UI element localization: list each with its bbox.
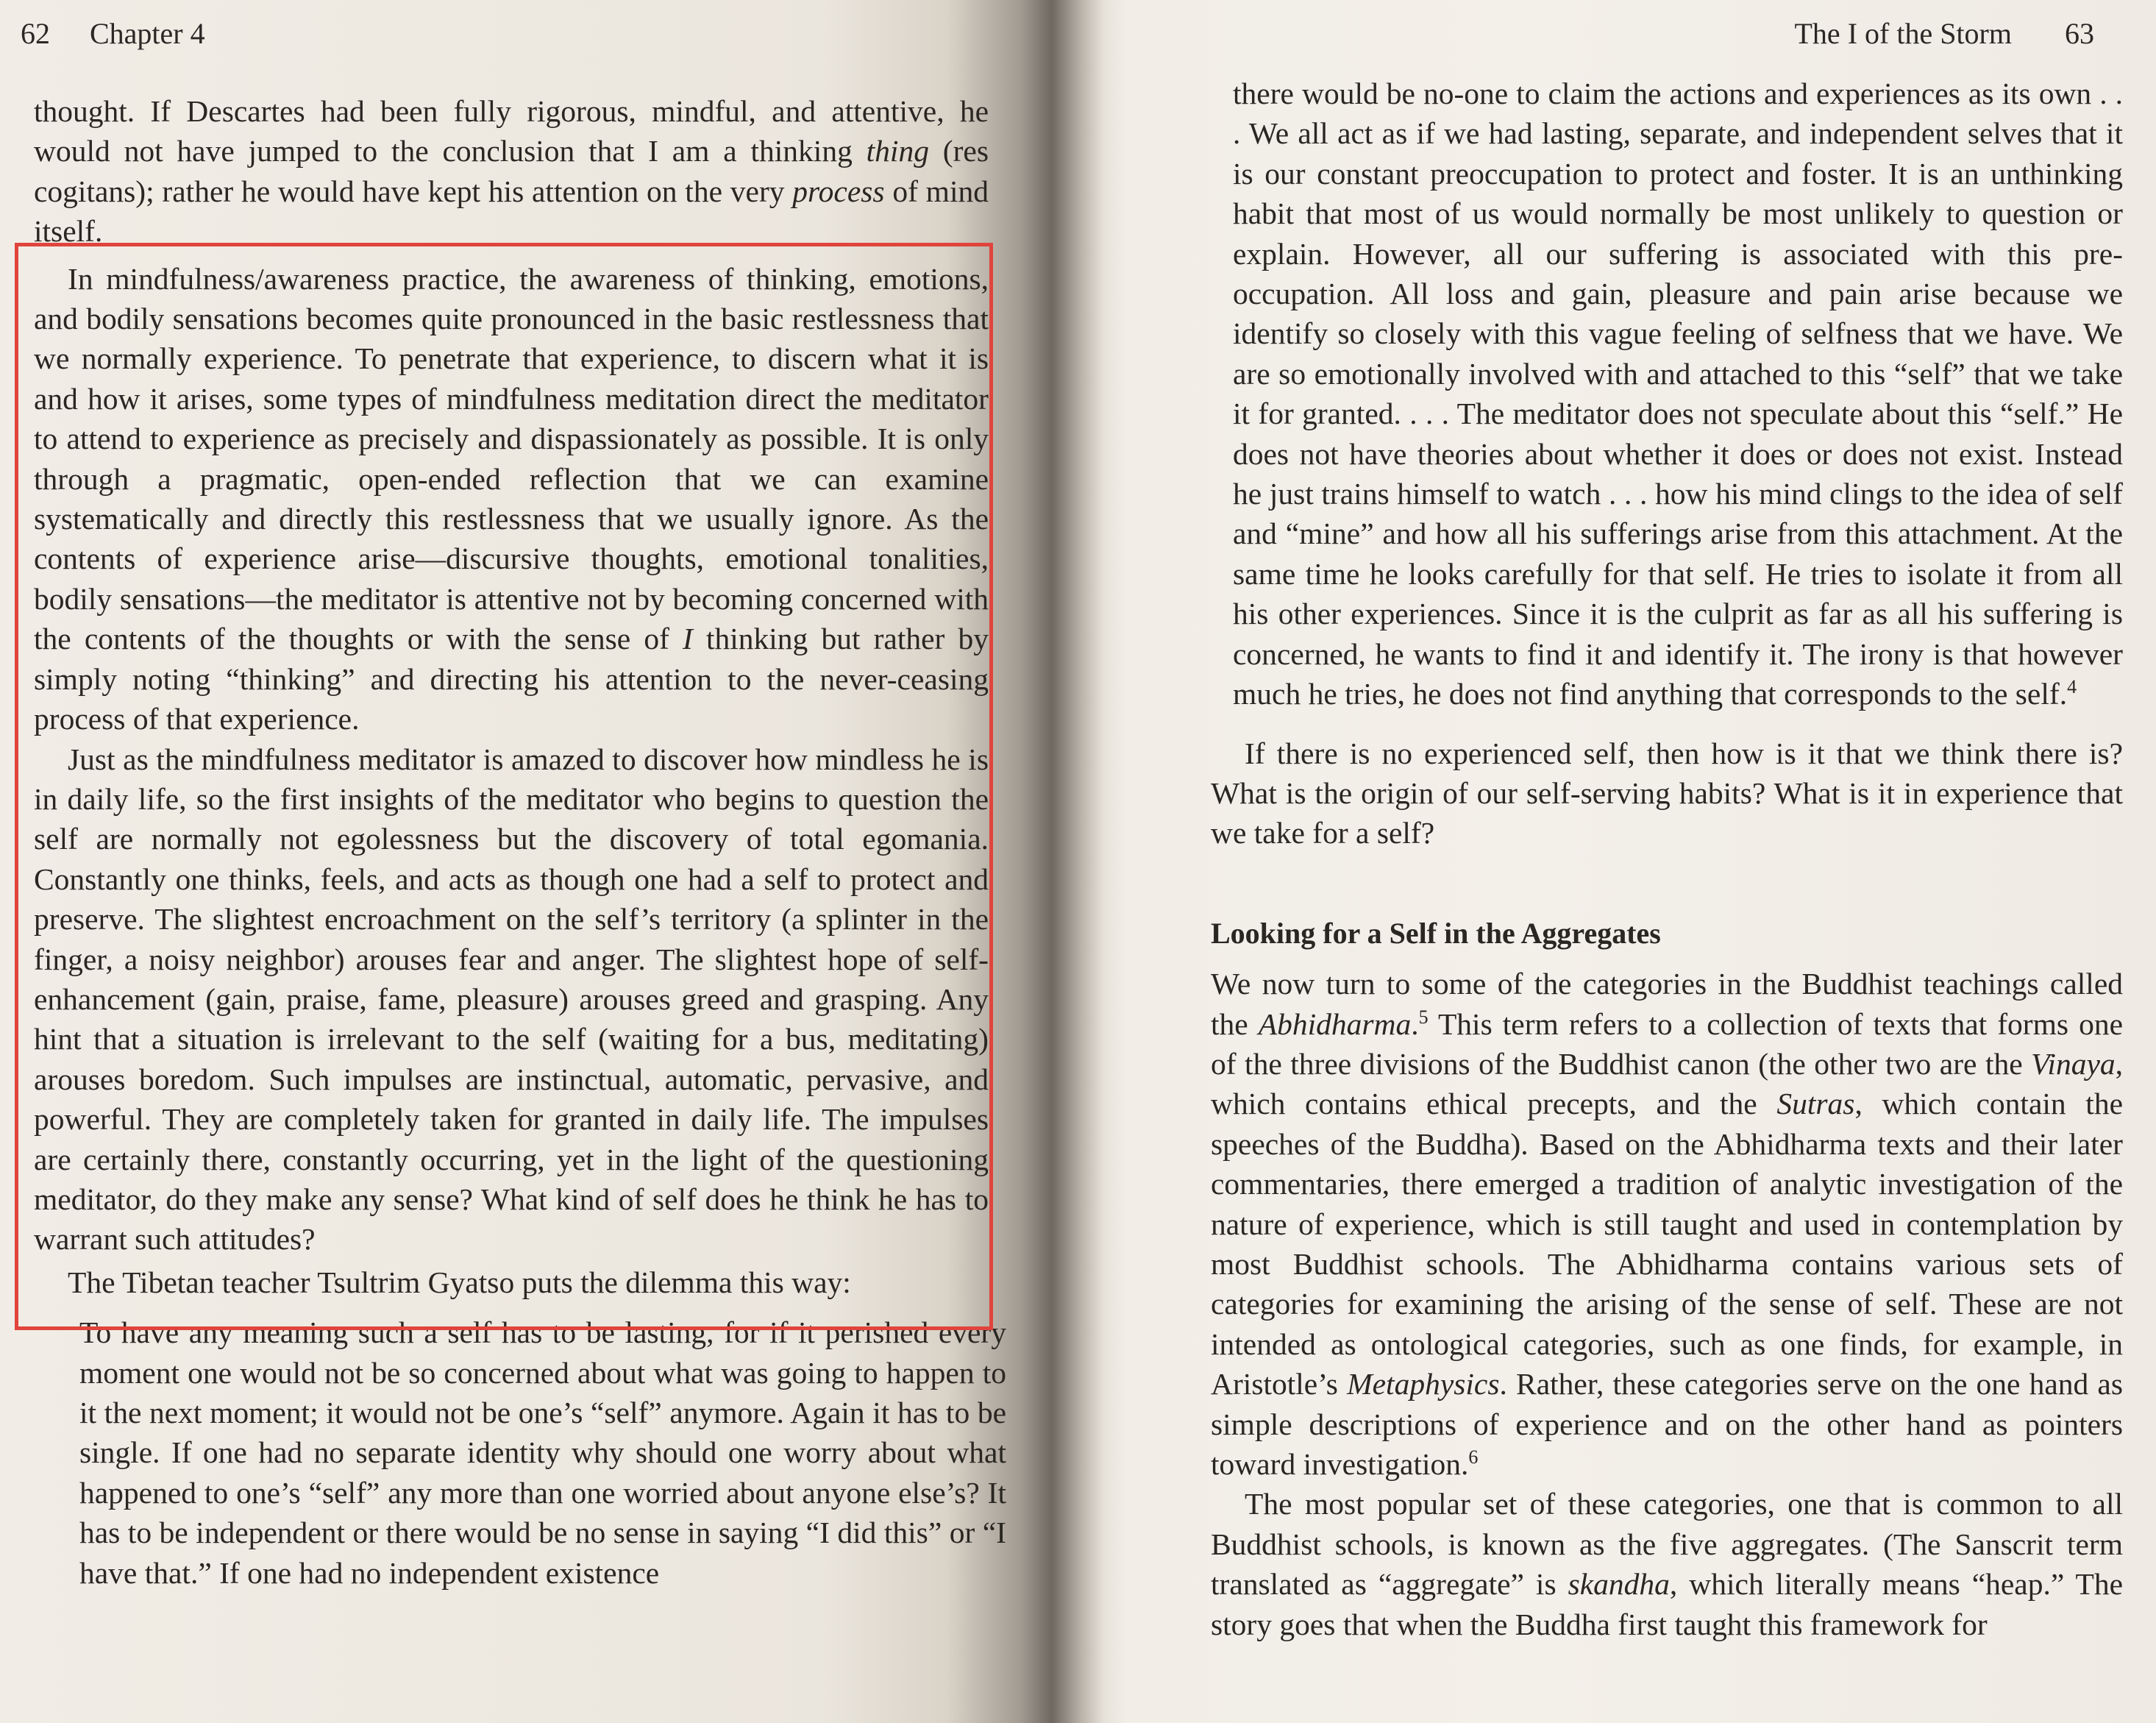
footnote-ref: 6: [1468, 1446, 1479, 1468]
highlight-box: [15, 243, 993, 1330]
right-chapter-title: The I of the Storm: [1794, 17, 2012, 50]
right-page-number: 63: [2065, 17, 2094, 50]
italic-span: I: [683, 622, 693, 656]
aggregates-paragraph-2: [1211, 1484, 2123, 1644]
italic-span: skandha: [1568, 1567, 1670, 1602]
italic-span: Sutras: [1776, 1087, 1855, 1121]
italic-span: Metaphysics: [1347, 1367, 1500, 1402]
text-span: The most popular set of these categories, one that is common to all Buddhist schools, is known as the five aggregates. (The Sanscrit term translated as “aggregate” is: [1211, 1487, 2123, 1602]
text-span: We now turn to some of the categories in the Buddhist teachings called the: [1211, 967, 2123, 1041]
text-span: . Rather, these categories serve on the one hand as simple descriptions of experience and on the other hand as pointers toward investigation.: [1211, 1367, 2123, 1481]
italic-span: thing: [866, 134, 929, 168]
right-text-block: [1211, 74, 2123, 1644]
text-span: Just as the mindfulness meditator is amazed to discover how mindless he is in daily life, so the first insights of the meditator who begins to question the self are normally not egolessness but the discovery of total egomania. Constantly one thinks, feels, and acts as though one had a self to protect and preserve. The slightest encroachment on the self’s territory (a splinter in the finger, a noisy neighbor) arouses fear and anger. The slightest hope of self-enhancement (gain, praise, fame, pleasure) arouses greed and grasping. Any hint that a situation is irrelevant to the self (waiting for a bus, meditating) arouses boredom. Such impulses are instinctual, automatic, pervasive, and powerful. They are completely taken for granted in daily life. The impulses are certainly there, constantly occurring, yet in the light of the questioning meditator, do they make any sense? What kind of self does he think he has to warrant such attitudes?: [34, 742, 989, 1257]
text-span: thinking but rather by simply noting “thinking” and directing his attention to the never-ceasing process of that experience.: [34, 622, 989, 736]
left-chapter-title: Chapter 4: [90, 17, 205, 50]
text-span: of mind itself.: [34, 174, 989, 249]
text-span: , which contains ethical precepts, and the: [1211, 1046, 2123, 1121]
footnote-ref: 5: [1418, 1006, 1429, 1028]
left-running-head: [21, 16, 205, 51]
italic-span: Abhidharma: [1258, 1006, 1412, 1041]
text-span: thought. If Descartes had been fully rigorous, mindful, and attentive, he would not have jumped to the conclusion that I am a thinking: [34, 94, 989, 168]
text-span: .: [1411, 1006, 1419, 1041]
section-heading: Looking for a Self in the Aggregates: [1211, 916, 1661, 950]
text-span: , which contain the speeches of the Buddha). Based on the Abhidharma texts and their later commentaries, there emerged a tradition of analytic investigation of the nature of experience, which is still taught and used in contemplation by most Buddhist schools. The Abhidharma contains various sets of categories for examining the arising of the sense of self. These are not intended as ontological categories, such as one finds, for example, in Aristotle’s: [1211, 1087, 2123, 1402]
text-span: there would be no-one to claim the actions and experiences as its own . . . We all act as if we had lasting, separate, and independent selves that it is our constant preoccupation to protect and foster. It is an unthinking habit that most of us would normally be most unlikely to question or explain. However, all our suffering is associated with this pre-occupation. All loss and gain, pleasure and pain arise because we identify so closely with this vague feeling of selfness that we have. We are so emotionally involved with and attached to this “self” that we take it for granted. . . . The meditator does not speculate about this “self.” He does not have theories about whether it does or does not exist. Instead he just trains himself to watch . . . how his mind clings to the idea of self and “mine” and how all his sufferings arise from this attachment. At the same time he looks carefully for that self. He tries to isolate it from all his other experiences. Since it is the culprit as far as all his suffering is concerned, he wants to find it and identify it. The irony is that however much he tries, he does not find anything that corresponds to the self.: [1233, 77, 2123, 711]
text-span: To have any meaning such a self has to be lasting, for if it perished every moment one would not be so concerned about what was going to happen to it the next moment; it would not be one’s “self” anymore. Again it has to be single. If one had no separate identity why should one worry about what happened to one’s “self” any more than one worried about anyone else’s? It has to be independent or there would be no sense in saying “I did this” or “I have that.” If one had no independent existence: [79, 1315, 1006, 1590]
italic-span: Vinaya: [2031, 1046, 2116, 1081]
footnote-ref: 4: [2067, 676, 2077, 698]
block-quote: [34, 1312, 1006, 1593]
text-span: This term refers to a collection of texts that forms one of the three divisions of the Buddhist canon (the other two are the: [1211, 1006, 2124, 1081]
italic-span: process: [792, 174, 885, 208]
aggregates-paragraph-1: [1211, 964, 2123, 1484]
text-span: In mindfulness/awareness practice, the awareness of thinking, emotions, and bodily sensations becomes quite pronounced in the basic restlessness that we normally experience. To penetrate that experience, to discern what it is and how it arises, some types of mindfulness meditation direct the meditator to attend to experience as precisely and dispassionately as possible. It is only through a pragmatic, open-ended reflection that we can examine systematically and directly this restlessness that we usually ignore. As the contents of experience arise—discursive thoughts, emotional tonalities, bodily sensations—the meditator is attentive not by becoming concerned with the contents of the thoughts or with the sense of: [34, 261, 989, 656]
continuation-paragraph: [34, 91, 989, 252]
book-gutter: [1052, 0, 1125, 1723]
right-running-head: [1795, 16, 2095, 51]
text-span: If there is no experienced self, then how is it that we think there is? What is the origin of our self-serving habits? What is it in experience that we take for a self?: [1211, 736, 2123, 850]
right-page: [1125, 0, 2156, 1723]
left-page-number: 62: [21, 17, 50, 50]
text-span: The Tibetan teacher Tsultrim Gyatso puts the dilemma this way:: [68, 1265, 851, 1299]
question-paragraph: [1211, 733, 2123, 853]
quote-continuation: [1211, 74, 2123, 714]
text-span: , which literally means “heap.” The story goes that when the Buddha first taught this framework for: [1211, 1567, 2123, 1641]
left-page: [0, 0, 1052, 1723]
text-span: (res cogitans); rather he would have kept his attention on the very: [34, 134, 989, 208]
